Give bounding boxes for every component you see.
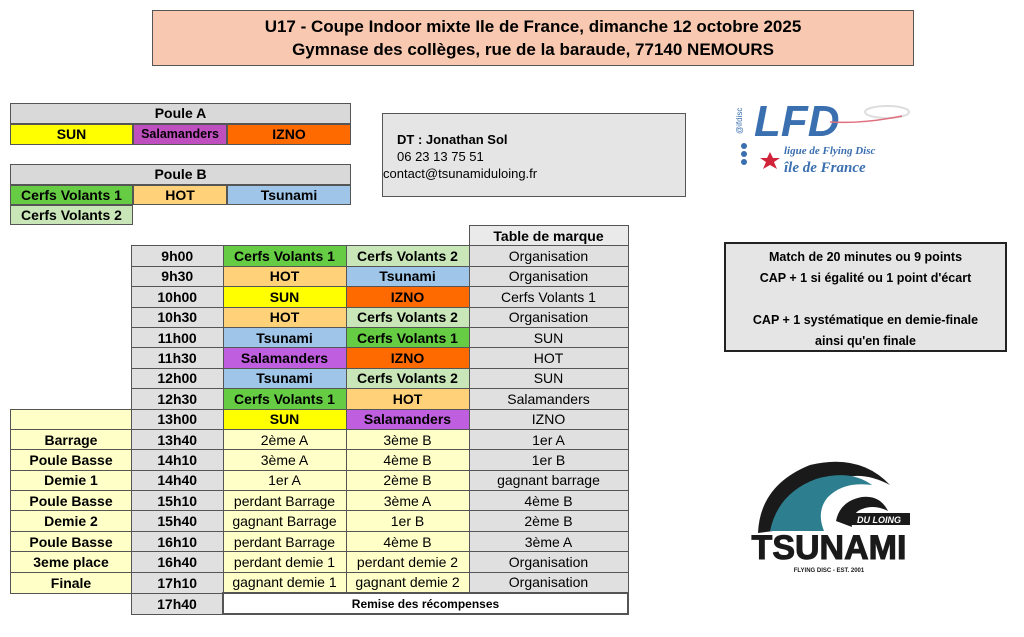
dt-name: DT : Jonathan Sol [397,132,508,147]
match-label [11,266,132,286]
match-table-duty: 1er B [469,450,628,470]
match-team2: 4ème B [346,450,469,470]
match-time: 16h10 [132,531,224,551]
match-team1: perdant Barrage [223,531,346,551]
match-team2: Cerfs Volants 2 [346,246,469,266]
poule-b-team: HOT [133,185,227,205]
match-team1: 3ème A [223,450,346,470]
poule-a-team: IZNO [227,124,351,145]
rule-line: CAP + 1 si égalité ou 1 point d'écart [759,271,972,285]
match-table-duty: Organisation [469,572,628,593]
match-label [11,348,132,368]
schedule-row [11,266,629,286]
match-label: Poule Basse [11,450,132,470]
schedule-row [11,389,629,409]
match-team1: HOT [223,307,346,327]
match-time: 14h10 [132,450,224,470]
tsunami-top-text: DU LOING [857,515,901,525]
poule-b-team: Tsunami [227,185,351,205]
match-team1: Cerfs Volants 1 [223,246,346,266]
match-team2: perdant demie 2 [346,552,469,572]
match-label [11,327,132,347]
match-time: 17h10 [132,572,224,593]
schedule-row [11,552,629,572]
schedule-table [10,225,629,615]
match-team2: 1er B [346,511,469,531]
lfd-letters: LFD [754,97,840,146]
match-team1: SUN [223,287,346,307]
match-team2: Cerfs Volants 1 [346,327,469,347]
match-label: Barrage [11,429,132,449]
poule-b-team: Cerfs Volants 2 [10,205,133,225]
tsunami-bottom-text: FLYING DISC - EST. 2001 [793,568,865,574]
poule-b-team: Cerfs Volants 1 [10,185,133,205]
lfd-sub1: ligue de Flying Disc [784,145,876,157]
match-team2: Cerfs Volants 2 [346,368,469,388]
ceremony-time: 17h40 [132,593,224,614]
match-team2: Tsunami [346,266,469,286]
match-time: 11h00 [132,327,224,347]
schedule-row [11,246,629,266]
tournament-header [152,10,914,66]
lfd-side-text: @ifdisc [735,107,744,134]
match-table-duty: SUN [469,368,628,388]
match-team1: Salamanders [223,348,346,368]
star-icon [760,152,780,169]
match-team1: SUN [223,409,346,429]
schedule-row [11,470,629,490]
schedule-header-row [11,226,629,246]
schedule-row [11,307,629,327]
poule-b-title: Poule B [10,164,351,185]
tsunami-main-text: TSUNAMI [751,529,907,567]
match-team2: 4ème B [346,531,469,551]
header-location: Gymnase des collèges, rue de la baraude, 77140 NEMOURS [292,40,774,59]
lfd-logo [732,88,912,180]
match-time: 13h40 [132,429,224,449]
match-table-duty: Organisation [469,246,628,266]
match-team1: 2ème A [223,429,346,449]
match-time: 13h00 [132,409,224,429]
match-team2: IZNO [346,348,469,368]
schedule-row [11,409,629,429]
match-team2: IZNO [346,287,469,307]
contact-box [382,113,686,197]
match-time: 9h00 [132,246,224,266]
match-team2: 3ème A [346,491,469,511]
tsunami-logo-graphic [740,455,918,585]
schedule-row [11,287,629,307]
match-team1: Tsunami [223,368,346,388]
match-team2: 2ème B [346,470,469,490]
schedule-row [11,511,629,531]
match-time: 10h00 [132,287,224,307]
schedule-row [11,531,629,551]
match-label: 3eme place [11,552,132,572]
match-label: Demie 1 [11,470,132,490]
match-table-duty: 2ème B [469,511,628,531]
table-header: Table de marque [469,226,628,246]
rule-line: Match de 20 minutes ou 9 points [768,250,963,264]
match-label [11,287,132,307]
match-time: 16h40 [132,552,224,572]
schedule-row [11,491,629,511]
match-label [11,368,132,388]
match-table-duty: Organisation [469,266,628,286]
match-label [11,307,132,327]
ceremony-row [11,593,629,614]
schedule-row [11,348,629,368]
match-label: Demie 2 [11,511,132,531]
dt-phone: 06 23 13 75 51 [397,149,484,164]
schedule-row [11,450,629,470]
match-table-duty: gagnant barrage [469,470,628,490]
match-label: Poule Basse [11,491,132,511]
match-team1: gagnant Barrage [223,511,346,531]
match-table-duty: HOT [469,348,628,368]
match-time: 9h30 [132,266,224,286]
schedule-row [11,368,629,388]
ceremony-text: Remise des récompenses [223,593,628,614]
match-time: 15h10 [132,491,224,511]
match-table-duty: 3ème A [469,531,628,551]
match-table-duty: Organisation [469,552,628,572]
match-time: 12h30 [132,389,224,409]
header-title: U17 - Coupe Indoor mixte Ile de France, dimanche 12 octobre 2025 [264,17,802,36]
rules-box [724,242,1007,352]
poule-a-title: Poule A [10,103,351,124]
match-label: Finale [11,572,132,593]
match-table-duty: IZNO [469,409,628,429]
poule-a-team: Salamanders [133,124,227,145]
match-label [11,246,132,266]
match-team2: 3ème B [346,429,469,449]
match-time: 14h40 [132,470,224,490]
match-table-duty: 4ème B [469,491,628,511]
match-time: 15h40 [132,511,224,531]
match-table-duty: SUN [469,327,628,347]
rule-line: CAP + 1 systématique en demie-finale [752,313,979,327]
lfd-logo-graphic [732,88,912,180]
match-table-duty: 1er A [469,429,628,449]
match-team2: Cerfs Volants 2 [346,307,469,327]
schedule-row [11,429,629,449]
lfd-sub2: île de France [784,160,866,176]
match-team2: Salamanders [346,409,469,429]
match-team1: HOT [223,266,346,286]
dt-email: contact@tsunamiduloing.fr [383,166,538,181]
match-team1: 1er A [223,470,346,490]
poule-a-team: SUN [10,124,133,145]
rule-line: ainsi qu'en finale [815,334,916,348]
match-time: 11h30 [132,348,224,368]
schedule-row [11,327,629,347]
match-label [11,389,132,409]
tsunami-logo [740,455,918,585]
match-team1: Cerfs Volants 1 [223,389,346,409]
match-table-duty: Organisation [469,307,628,327]
schedule-row [11,572,629,593]
match-team1: gagnant demie 1 [223,572,346,593]
match-time: 12h00 [132,368,224,388]
match-table-duty: Salamanders [469,389,628,409]
match-team1: perdant demie 1 [223,552,346,572]
match-team2: gagnant demie 2 [346,572,469,593]
match-team1: perdant Barrage [223,491,346,511]
match-time: 10h30 [132,307,224,327]
match-label: Poule Basse [11,531,132,551]
match-team2: HOT [346,389,469,409]
match-team1: Tsunami [223,327,346,347]
match-label [11,409,132,429]
match-table-duty: Cerfs Volants 1 [469,287,628,307]
